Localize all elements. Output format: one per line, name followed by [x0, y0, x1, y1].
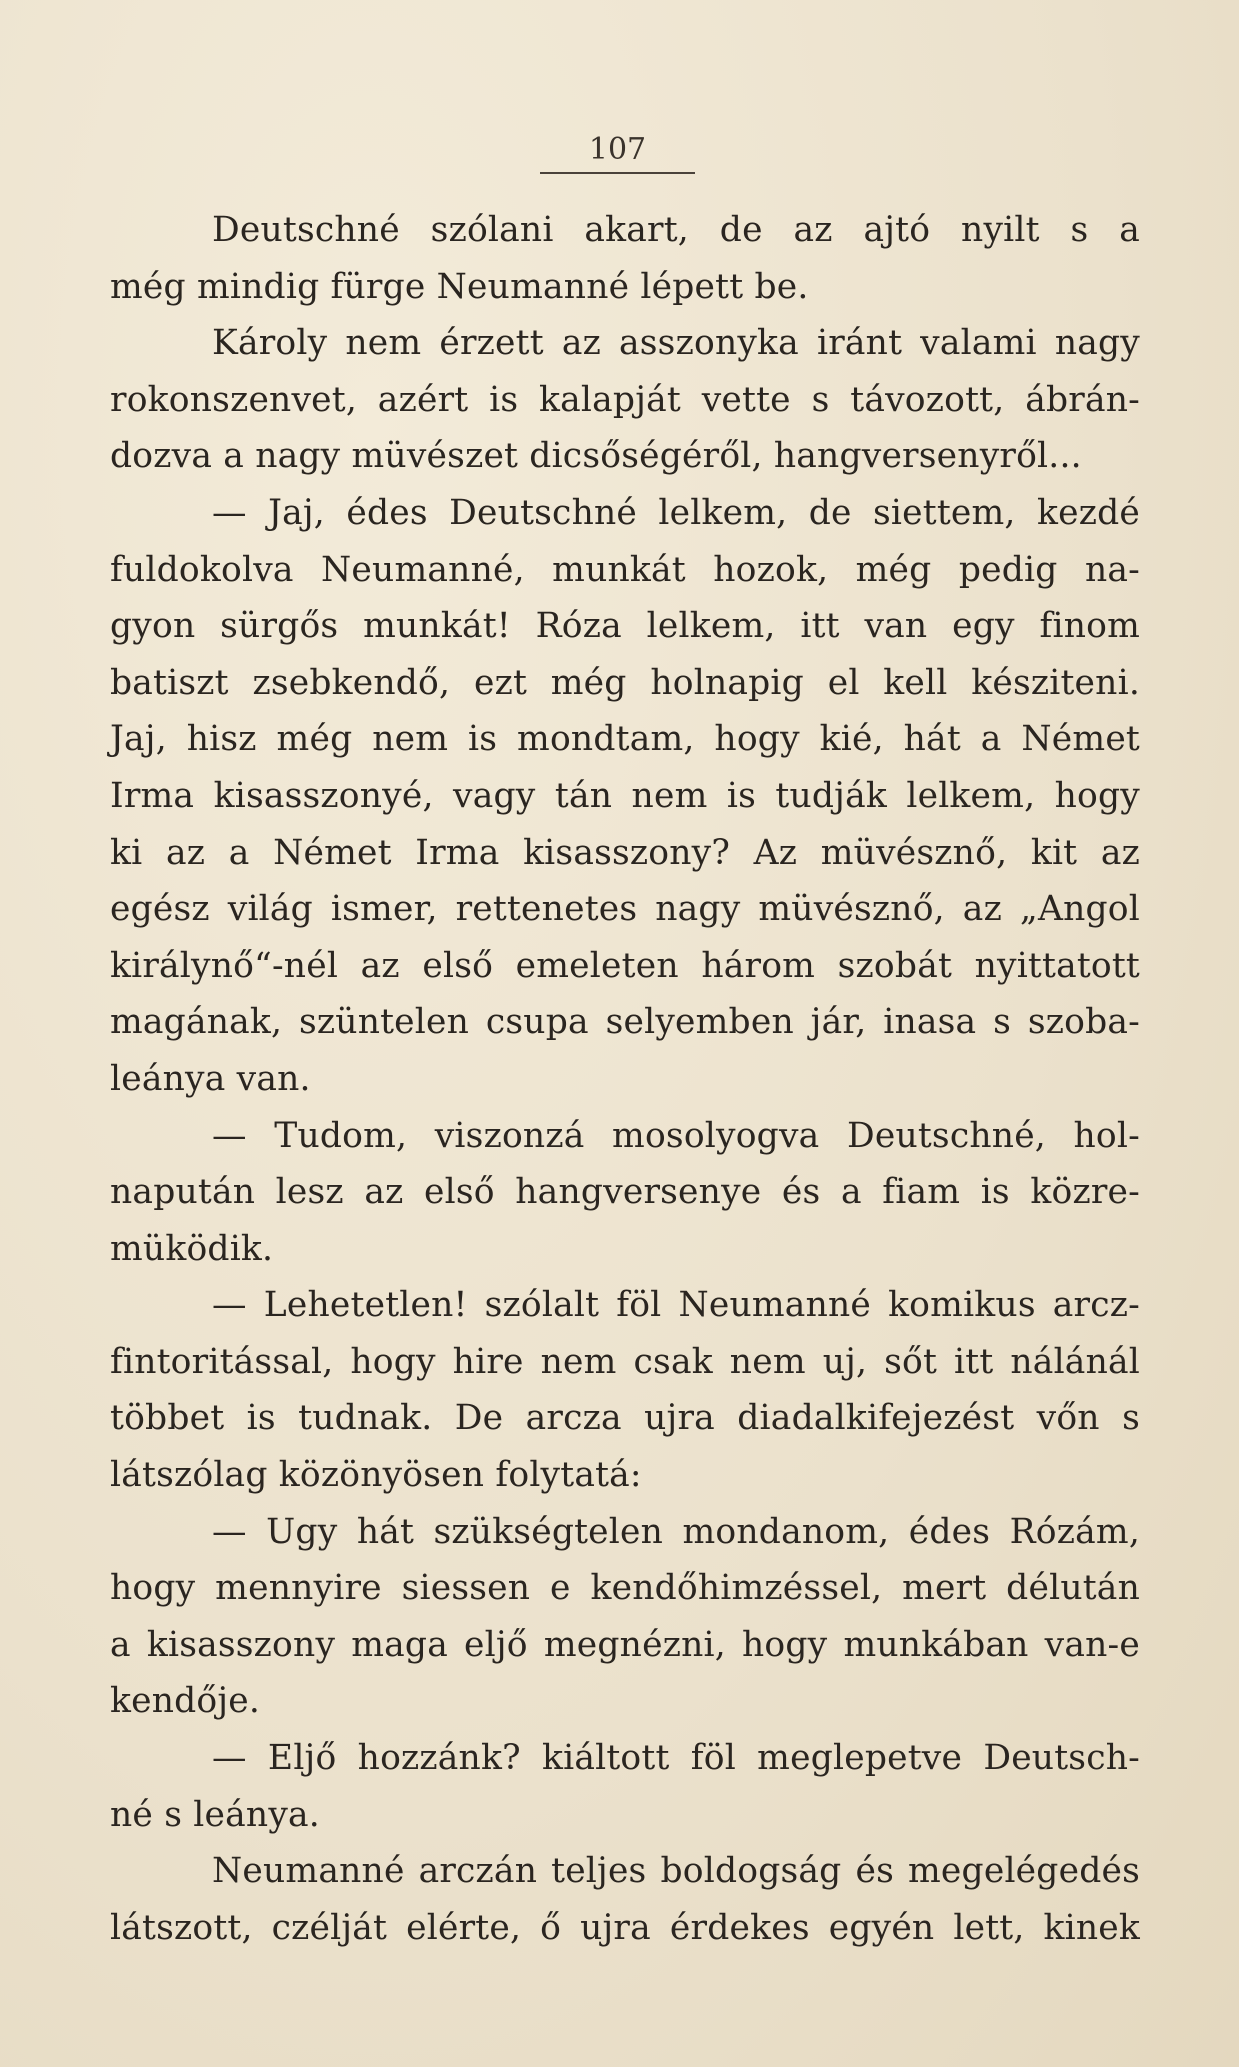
- text-line: hogy mennyire siessen e kendőhimzéssel, mert délután: [110, 1568, 1140, 1609]
- text-line: napután lesz az első hangversenye és a fiam is közre-: [110, 1172, 1140, 1213]
- text-line: — Lehetetlen! szólalt föl Neumanné komikus arcz-: [212, 1285, 1140, 1326]
- page-header: [540, 130, 695, 174]
- page-number: 107: [588, 132, 647, 167]
- text-line: kendője.: [110, 1681, 261, 1722]
- text-line: Jaj, hisz még nem is mondtam, hogy kié, hát a Német: [110, 719, 1140, 760]
- text-line: még mindig fürge Neumanné lépett be.: [110, 266, 809, 307]
- text-line: fuldokolva Neumanné, munkát hozok, még pedig na-: [110, 549, 1140, 590]
- page-number-rule: [540, 172, 695, 174]
- text-line: müködik.: [110, 1228, 274, 1269]
- text-line: a kisasszony maga eljő megnézni, hogy munkában van-e: [110, 1624, 1140, 1665]
- text-line: leánya van.: [110, 1058, 311, 1099]
- text-line: batiszt zsebkendő, ezt még holnapig el kell késziteni.: [110, 662, 1140, 703]
- text-line: dozva a nagy müvészet dicsőségéről, hangversenyről...: [110, 436, 1082, 477]
- text-line: magának, szüntelen csupa selyemben jár, inasa s szoba-: [110, 1002, 1140, 1043]
- text-line: rokonszenvet, azért is kalapját vette s távozott, ábrán-: [110, 379, 1140, 420]
- text-line: — Eljő hozzánk? kiáltott föl meglepetve Deutsch-: [212, 1738, 1140, 1779]
- text-line: egész világ ismer, rettenetes nagy müvésznő, az „Angol: [110, 889, 1140, 930]
- text-line: ki az a Német Irma kisasszony? Az müvésznő, kit az: [110, 832, 1140, 873]
- text-line: — Ugy hát szükségtelen mondanom, édes Rózám,: [212, 1511, 1140, 1552]
- text-line: látszólag közönyösen folytatá:: [110, 1455, 642, 1496]
- text-line: királynő“-nél az első emeleten három szobát nyittatott: [110, 945, 1140, 986]
- text-line: — Jaj, édes Deutschné lelkem, de siettem, kezdé: [212, 492, 1140, 533]
- text-line: Neumanné arczán teljes boldogság és megelégedés: [212, 1851, 1140, 1892]
- body-text: [110, 202, 1140, 1956]
- text-line: fintoritással, hogy hire nem csak nem uj, sőt itt nálánál: [110, 1341, 1140, 1382]
- text-line: Deutschné szólani akart, de az ajtó nyilt s a: [212, 210, 1140, 250]
- text-line: látszott, czélját elérte, ő ujra érdekes egyén lett, kinek: [110, 1907, 1140, 1948]
- text-line: gyon sürgős munkát! Róza lelkem, itt van egy finom: [110, 606, 1140, 647]
- text-line: né s leánya.: [110, 1794, 320, 1835]
- text-line: Károly nem érzett az asszonyka iránt valami nagy: [212, 323, 1140, 364]
- text-line: Irma kisasszonyé, vagy tán nem is tudják lelkem, hogy: [110, 775, 1140, 816]
- text-line: többet is tudnak. De arcza ujra diadalkifejezést vőn s: [110, 1398, 1140, 1439]
- text-line: — Tudom, viszonzá mosolyogva Deutschné, hol-: [212, 1115, 1140, 1156]
